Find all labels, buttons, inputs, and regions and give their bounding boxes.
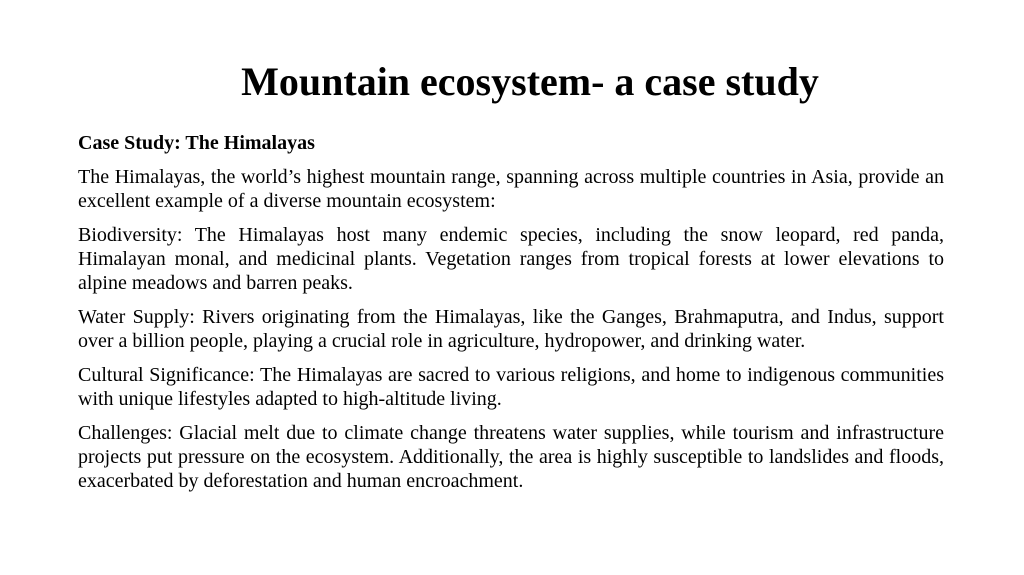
slide-content — [78, 131, 944, 503]
water-supply-paragraph: Water Supply: Rivers originating from the Himalayas, like the Ganges, Brahmaputra, and Indus, support over a billion people, playing a crucial role in agriculture, hydropower, and drinking water. — [78, 306, 944, 352]
intro-paragraph: The Himalayas, the world’s highest mountain range, spanning across multiple countries in Asia, provide an excellent example of a diverse mountain ecosystem: — [78, 166, 944, 212]
challenges-paragraph: Challenges: Glacial melt due to climate change threatens water supplies, while tourism and infrastructure projects put pressure on the ecosystem. Additionally, the area is highly susceptible to landslides and floods, exacerbated by deforestation and human encroachment. — [78, 422, 944, 492]
case-study-heading: Case Study: The Himalayas — [78, 132, 315, 154]
biodiversity-paragraph: Biodiversity: The Himalayas host many endemic species, including the snow leopard, red panda, Himalayan monal, and medicinal plants. Vegetation ranges from tropical forests at lower elevations to alpine meadows and barren peaks. — [78, 224, 944, 294]
slide-title: Mountain ecosystem- a case study — [241, 59, 819, 104]
cultural-significance-paragraph: Cultural Significance: The Himalayas are sacred to various religions, and home to indigenous communities with unique lifestyles adapted to high-altitude living. — [78, 364, 944, 410]
